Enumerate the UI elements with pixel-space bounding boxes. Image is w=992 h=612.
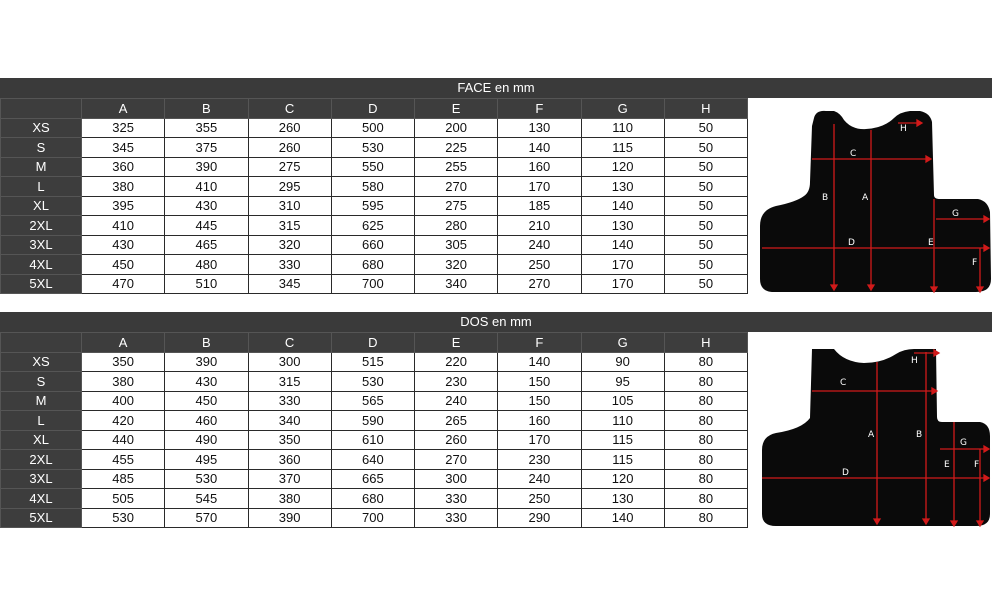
measurement-cell: 430 <box>165 196 248 216</box>
measurement-cell: 140 <box>581 508 664 528</box>
table-row <box>1 411 748 431</box>
measurement-cell: 325 <box>82 118 165 138</box>
size-label: XS <box>1 352 82 372</box>
measurement-cell: 490 <box>165 430 248 450</box>
measurement-cell: 95 <box>581 372 664 392</box>
measurement-cell: 230 <box>498 450 581 470</box>
column-header-a: A <box>82 99 165 119</box>
measurement-cell: 530 <box>331 372 414 392</box>
dos-label-f: F <box>974 460 980 470</box>
measurement-cell: 590 <box>331 411 414 431</box>
measurement-cell: 460 <box>165 411 248 431</box>
measurement-cell: 240 <box>498 469 581 489</box>
column-header-e: E <box>415 333 498 353</box>
dos-label-g: G <box>960 438 967 448</box>
measurement-cell: 225 <box>415 138 498 158</box>
measurement-cell: 445 <box>165 216 248 236</box>
measurement-cell: 50 <box>664 235 747 255</box>
measurement-cell: 270 <box>415 177 498 197</box>
measurement-cell: 150 <box>498 391 581 411</box>
face-title: FACE en mm <box>0 78 992 98</box>
table-row <box>1 196 748 216</box>
measurement-cell: 210 <box>498 216 581 236</box>
size-label: XL <box>1 430 82 450</box>
measurement-cell: 170 <box>498 430 581 450</box>
measurement-cell: 130 <box>581 489 664 509</box>
measurement-cell: 220 <box>415 352 498 372</box>
measurement-cell: 355 <box>165 118 248 138</box>
measurement-cell: 390 <box>165 157 248 177</box>
measurement-cell: 420 <box>82 411 165 431</box>
measurement-cell: 570 <box>165 508 248 528</box>
column-header-a: A <box>82 333 165 353</box>
measurement-cell: 250 <box>498 255 581 275</box>
column-header-e: E <box>415 99 498 119</box>
size-label: M <box>1 391 82 411</box>
measurement-cell: 345 <box>248 274 331 294</box>
measurement-cell: 320 <box>415 255 498 275</box>
dos-table-body <box>1 352 748 528</box>
measurement-cell: 160 <box>498 411 581 431</box>
measurement-cell: 115 <box>581 450 664 470</box>
measurement-cell: 390 <box>248 508 331 528</box>
measurement-cell: 375 <box>165 138 248 158</box>
dos-label-b: B <box>916 430 923 440</box>
measurement-cell: 50 <box>664 255 747 275</box>
measurement-cell: 270 <box>498 274 581 294</box>
measurement-cell: 140 <box>498 352 581 372</box>
table-row <box>1 274 748 294</box>
measurement-cell: 380 <box>82 177 165 197</box>
dos-header-row <box>1 333 748 353</box>
table-row <box>1 469 748 489</box>
measurement-cell: 290 <box>498 508 581 528</box>
measurement-cell: 275 <box>415 196 498 216</box>
measurement-cell: 610 <box>331 430 414 450</box>
face-label-c: C <box>850 149 857 159</box>
measurement-cell: 400 <box>82 391 165 411</box>
measurement-cell: 545 <box>165 489 248 509</box>
measurement-cell: 80 <box>664 352 747 372</box>
measurement-cell: 530 <box>82 508 165 528</box>
measurement-cell: 500 <box>331 118 414 138</box>
dos-label-d: D <box>842 468 849 478</box>
measurement-cell: 370 <box>248 469 331 489</box>
size-label: 3XL <box>1 469 82 489</box>
measurement-cell: 595 <box>331 196 414 216</box>
column-header-h: H <box>664 99 747 119</box>
measurement-cell: 140 <box>581 196 664 216</box>
column-header-g: G <box>581 99 664 119</box>
table-row <box>1 508 748 528</box>
size-label: 2XL <box>1 450 82 470</box>
measurement-cell: 80 <box>664 508 747 528</box>
column-header-c: C <box>248 333 331 353</box>
measurement-cell: 330 <box>248 391 331 411</box>
face-label-a: A <box>862 193 869 203</box>
measurement-cell: 530 <box>331 138 414 158</box>
column-header-g: G <box>581 333 664 353</box>
measurement-cell: 640 <box>331 450 414 470</box>
size-label: 4XL <box>1 489 82 509</box>
measurement-cell: 120 <box>581 157 664 177</box>
measurement-cell: 660 <box>331 235 414 255</box>
measurement-cell: 395 <box>82 196 165 216</box>
table-row <box>1 489 748 509</box>
measurement-cell: 305 <box>415 235 498 255</box>
size-label: XS <box>1 118 82 138</box>
column-header-b: B <box>165 333 248 353</box>
measurement-cell: 465 <box>165 235 248 255</box>
measurement-cell: 80 <box>664 469 747 489</box>
measurement-cell: 330 <box>415 489 498 509</box>
measurement-cell: 510 <box>165 274 248 294</box>
measurement-cell: 430 <box>82 235 165 255</box>
measurement-cell: 200 <box>415 118 498 138</box>
measurement-cell: 360 <box>248 450 331 470</box>
measurement-cell: 230 <box>415 372 498 392</box>
measurement-cell: 340 <box>248 411 331 431</box>
measurement-cell: 330 <box>415 508 498 528</box>
measurement-cell: 300 <box>248 352 331 372</box>
measurement-cell: 185 <box>498 196 581 216</box>
size-label: 5XL <box>1 274 82 294</box>
measurement-cell: 700 <box>331 508 414 528</box>
measurement-cell: 470 <box>82 274 165 294</box>
measurement-cell: 580 <box>331 177 414 197</box>
table-row <box>1 372 748 392</box>
measurement-cell: 130 <box>581 216 664 236</box>
measurement-cell: 680 <box>331 489 414 509</box>
table-row <box>1 352 748 372</box>
measurement-cell: 430 <box>165 372 248 392</box>
measurement-cell: 315 <box>248 216 331 236</box>
dos-table-header <box>1 333 748 353</box>
measurement-cell: 410 <box>82 216 165 236</box>
measurement-cell: 110 <box>581 118 664 138</box>
measurement-cell: 260 <box>248 118 331 138</box>
face-table-body <box>1 118 748 294</box>
dos-vest-svg <box>754 332 992 532</box>
measurement-cell: 50 <box>664 216 747 236</box>
measurement-cell: 240 <box>498 235 581 255</box>
measurement-cell: 300 <box>415 469 498 489</box>
measurement-cell: 240 <box>415 391 498 411</box>
measurement-cell: 170 <box>581 255 664 275</box>
measurement-cell: 120 <box>581 469 664 489</box>
measurement-cell: 260 <box>415 430 498 450</box>
measurement-cell: 450 <box>82 255 165 275</box>
measurement-cell: 665 <box>331 469 414 489</box>
face-size-table <box>0 98 748 294</box>
measurement-cell: 345 <box>82 138 165 158</box>
size-label: L <box>1 411 82 431</box>
measurement-cell: 170 <box>498 177 581 197</box>
column-header-c: C <box>248 99 331 119</box>
dos-title: DOS en mm <box>0 312 992 332</box>
measurement-cell: 160 <box>498 157 581 177</box>
size-label: S <box>1 138 82 158</box>
measurement-cell: 270 <box>415 450 498 470</box>
measurement-cell: 170 <box>581 274 664 294</box>
dos-label-e: E <box>944 460 950 470</box>
measurement-cell: 80 <box>664 411 747 431</box>
column-header-b: B <box>165 99 248 119</box>
face-label-f: F <box>972 258 978 268</box>
measurement-cell: 450 <box>165 391 248 411</box>
table-row <box>1 216 748 236</box>
face-section <box>0 78 992 292</box>
measurement-cell: 295 <box>248 177 331 197</box>
measurement-cell: 50 <box>664 157 747 177</box>
face-header-row <box>1 99 748 119</box>
size-label: M <box>1 157 82 177</box>
column-header-d: D <box>331 99 414 119</box>
table-row <box>1 177 748 197</box>
measurement-cell: 255 <box>415 157 498 177</box>
size-label: S <box>1 372 82 392</box>
measurement-cell: 280 <box>415 216 498 236</box>
table-row <box>1 255 748 275</box>
size-label: 3XL <box>1 235 82 255</box>
face-label-b: B <box>822 193 829 203</box>
measurement-cell: 480 <box>165 255 248 275</box>
dos-label-h: H <box>911 356 918 366</box>
measurement-cell: 350 <box>248 430 331 450</box>
measurement-cell: 80 <box>664 391 747 411</box>
measurement-cell: 410 <box>165 177 248 197</box>
face-label-d: D <box>848 238 855 248</box>
size-label: 2XL <box>1 216 82 236</box>
table-row <box>1 138 748 158</box>
measurement-cell: 680 <box>331 255 414 275</box>
measurement-cell: 390 <box>165 352 248 372</box>
measurement-cell: 50 <box>664 138 747 158</box>
measurement-cell: 380 <box>82 372 165 392</box>
dos-label-c: C <box>840 378 847 388</box>
table-row <box>1 391 748 411</box>
measurement-cell: 485 <box>82 469 165 489</box>
measurement-cell: 80 <box>664 372 747 392</box>
header-corner <box>1 99 82 119</box>
measurement-cell: 50 <box>664 118 747 138</box>
dos-size-table <box>0 332 748 528</box>
column-header-d: D <box>331 333 414 353</box>
measurement-cell: 50 <box>664 196 747 216</box>
dos-vest-shape <box>762 349 990 526</box>
column-header-h: H <box>664 333 747 353</box>
face-label-e: E <box>928 238 934 248</box>
measurement-cell: 105 <box>581 391 664 411</box>
measurement-cell: 90 <box>581 352 664 372</box>
table-row <box>1 430 748 450</box>
face-label-h: H <box>900 124 907 134</box>
column-header-f: F <box>498 99 581 119</box>
face-label-g: G <box>952 209 959 219</box>
size-label: XL <box>1 196 82 216</box>
dos-vest-diagram <box>754 332 992 532</box>
measurement-cell: 515 <box>331 352 414 372</box>
dos-label-a: A <box>868 430 875 440</box>
measurement-cell: 260 <box>248 138 331 158</box>
measurement-cell: 320 <box>248 235 331 255</box>
measurement-cell: 565 <box>331 391 414 411</box>
measurement-cell: 350 <box>82 352 165 372</box>
dos-section <box>0 312 992 526</box>
measurement-cell: 80 <box>664 450 747 470</box>
measurement-cell: 700 <box>331 274 414 294</box>
measurement-cell: 140 <box>581 235 664 255</box>
measurement-cell: 115 <box>581 138 664 158</box>
measurement-cell: 130 <box>498 118 581 138</box>
measurement-cell: 330 <box>248 255 331 275</box>
measurement-cell: 250 <box>498 489 581 509</box>
table-row <box>1 157 748 177</box>
measurement-cell: 340 <box>415 274 498 294</box>
measurement-cell: 440 <box>82 430 165 450</box>
measurement-cell: 505 <box>82 489 165 509</box>
measurement-cell: 110 <box>581 411 664 431</box>
measurement-cell: 265 <box>415 411 498 431</box>
size-label: L <box>1 177 82 197</box>
column-header-f: F <box>498 333 581 353</box>
measurement-cell: 80 <box>664 489 747 509</box>
size-label: 4XL <box>1 255 82 275</box>
measurement-cell: 115 <box>581 430 664 450</box>
table-row <box>1 118 748 138</box>
measurement-cell: 380 <box>248 489 331 509</box>
measurement-cell: 50 <box>664 274 747 294</box>
measurement-cell: 275 <box>248 157 331 177</box>
measurement-cell: 550 <box>331 157 414 177</box>
measurement-cell: 495 <box>165 450 248 470</box>
face-vest-svg <box>754 98 992 298</box>
measurement-cell: 150 <box>498 372 581 392</box>
measurement-cell: 50 <box>664 177 747 197</box>
measurement-cell: 140 <box>498 138 581 158</box>
measurement-cell: 315 <box>248 372 331 392</box>
measurement-cell: 455 <box>82 450 165 470</box>
face-vest-diagram <box>754 98 992 298</box>
table-row <box>1 235 748 255</box>
measurement-cell: 80 <box>664 430 747 450</box>
measurement-cell: 310 <box>248 196 331 216</box>
header-corner <box>1 333 82 353</box>
table-row <box>1 450 748 470</box>
size-label: 5XL <box>1 508 82 528</box>
measurement-cell: 360 <box>82 157 165 177</box>
face-vest-shape <box>760 111 991 292</box>
measurement-cell: 530 <box>165 469 248 489</box>
measurement-cell: 130 <box>581 177 664 197</box>
measurement-cell: 625 <box>331 216 414 236</box>
face-table-header <box>1 99 748 119</box>
